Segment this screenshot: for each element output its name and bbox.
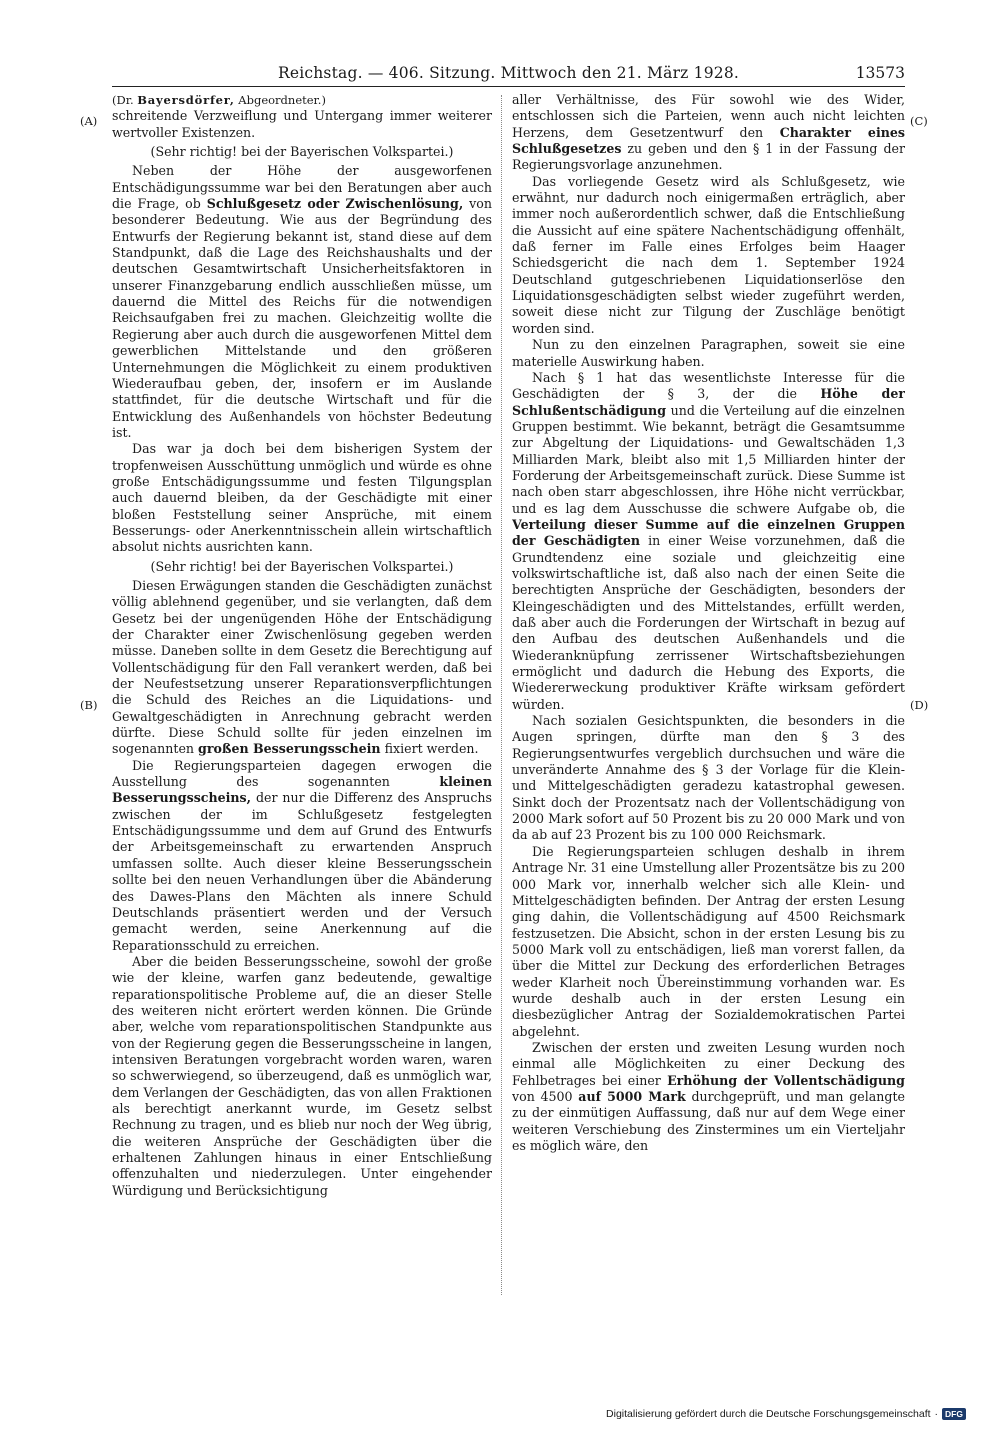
bold-phrase: Erhöhung der Vollentschädigung <box>667 1072 905 1088</box>
applause-note: (Sehr richtig! bei der Bayerischen Volkspartei.) <box>150 144 454 160</box>
paragraph: Die Regierungsparteien schlugen deshalb in ihrem Antrage Nr. 31 eine Umstellung aller Prozentsätze bis zu 200 000 Mark vor, innerhalb welcher sich alle Klein- und Mittelgeschädigten befinden. Der Antrag der ersten Lesung ging dahin, die Vollentschädigung auf 4500 Reichsmark festzusetzen. Die Absicht, schon in der ersten Lesung bis zu 5000 Mark voll zu entschädigen, ließ man vorerst fallen, da über die Mittel zur Deckung des erforderlichen Betrages weder Klarheit noch Übereinstimmung vorhanden war. Es wurde deshalb auch in der ersten Lesung ein diesbezüglicher Antrag der Sozialdemokratischen Partei abgelehnt. <box>512 843 905 1039</box>
bold-phrase: Charakter eines Schlußgesetzes <box>512 124 905 157</box>
header-title: Reichstag. — 406. Sitzung. Mittwoch den 21. März 1928. <box>277 64 740 82</box>
margin-marker-a: (A) <box>80 114 98 128</box>
applause-note: (Sehr richtig! bei der Bayerischen Volkspartei.) <box>150 558 454 574</box>
margin-marker-d: (D) <box>910 698 929 712</box>
footer <box>606 1408 966 1420</box>
paragraph: Die Regierungsparteien dagegen erwogen die Ausstellung des sogenannten kleinen Besserungsscheins, der nur die Differenz des Anspruchs zwischen der im Schlußgesetz festgelegten Entschädigungssumme und dem auf Grund des Entwurfs der Arbeitsgemeinschaft zu erwartenden Anspruch umfassen sollte. Auch dieser kleine Besserungsschein sollte bei den neuen Verhandlungen über die Abänderung des Dawes-Plans den Mächten als innere Schuld Deutschlands präsentiert werden und der Versuch gemacht werden, seine Anerkennung auf die Reparationsschuld zu erreichen. <box>112 757 492 953</box>
left-column <box>112 92 492 1302</box>
right-column <box>512 92 905 1302</box>
page-number: 13573 <box>855 64 905 82</box>
bold-phrase: großen Besserungsschein <box>198 741 381 757</box>
speaker-prefix: (Dr. <box>112 93 134 107</box>
margin-marker-c: (C) <box>910 114 928 128</box>
bold-phrase: auf 5000 Mark <box>578 1088 686 1104</box>
speaker-role: Abgeordneter.) <box>238 93 326 107</box>
paragraph: schreitende Verzweiflung und Untergang immer weiterer wertvoller Existenzen. <box>112 108 492 140</box>
paragraph: Das vorliegende Gesetz wird als Schlußgesetz, wie erwähnt, nur dadurch noch einigermaßen erträglich, aber immer noch außerordentlich schwer, daß die Entschließung die Aussicht auf eine spätere Nachentschädigung offenhält, daß ferner im Falle eines Erfolges beim Haager Schiedsgericht die nach dem 1. September 1924 Deutschland gutgeschriebenen Liquidationserlöse den Liquidationsgeschädigten selbst wieder zugeführt werden, soweit diese nicht zur Tilgung der Zuschläge benötigt worden sind. <box>512 173 905 336</box>
footer-credit: Digitalisierung gefördert durch die Deutsche Forschungsgemeinschaft <box>606 1408 931 1420</box>
paragraph: Das war ja doch bei dem bisherigen System der tropfenweisen Ausschüttung unmöglich und würde es ohne große Entschädigungssumme und festen Tilgungsplan auch dauernd bleiben, da der Geschädigte mit einer bloßen Feststellung seiner Ansprüche, mit einem Besserungs- oder Anerkenntnisschein allein wirtschaftlich absolut nichts ausrichten kann. <box>112 441 492 555</box>
speaker-line <box>112 92 492 108</box>
margin-marker-b: (B) <box>80 698 98 712</box>
dfg-logo-icon: DFG <box>942 1408 966 1420</box>
paragraph: Aber die beiden Besserungsscheine, sowohl der große wie der kleine, warfen ganz bedeutende, gewaltige reparationspolitische Probleme auf, die an dieser Stelle des weiteren nicht erörtert werden können. Die Gründe aber, welche vom reparationspolitischen Standpunkte aus von der Regierung gegen die Besserungsscheine in langen, intensiven Beratungen vorgebracht worden waren, waren so schwerwiegend, so überzeugend, daß es unmöglich war, dem Verlangen der Geschädigten, das von allen Fraktionen als berechtigt anerkannt wurde, im Gesetz selbst Rechnung zu tragen, und es blieb nur noch der Weg übrig, die weiteren Ansprüche der Geschädigten über die erhaltenen Zahlungen hinaus in einer Entschließung offenzuhalten und niederzulegen. Unter eingehender Würdigung und Berücksichtigung <box>112 953 492 1198</box>
bold-phrase: Schlußgesetz oder Zwischenlösung, <box>206 196 464 212</box>
paragraph: Zwischen der ersten und zweiten Lesung wurden noch einmal alle Möglichkeiten zu einer Deckung des Fehlbetrages bei einer Erhöhung der Vollentschädigung von 4500 auf 5000 Mark durchgeprüft, und man gelangte zu der einmütigen Auffassung, daß nur auf dem Wege einer weiteren Verschiebung des Zinstermines um ein Vierteljahr es möglich wäre, den <box>512 1039 905 1153</box>
page-header <box>112 64 905 87</box>
paragraph: Neben der Höhe der ausgeworfenen Entschädigungssumme war bei den Beratungen aber auch die Frage, ob Schlußgesetz oder Zwischenlösung, von besonderer Bedeutung. Wie aus der Begründung des Entwurfs der Regierung bekannt ist, stand diese auf dem Standpunkt, daß die Lage des Reichshaushalts und der deutschen Gesamtwirtschaft Unsicherheitsfaktoren in unserer Finanzgebarung endlich ausschließen müsse, um dauernd die Mittel des Reichs für die notwendigen Reichsaufgaben frei zu machen. Gleichzeitig wollte die Regierung aber auch durch die ausgeworfenen Mittel dem gewerblichen Mittelstande und den größeren Unternehmungen die Möglichkeit zu einem produktiven Wiederaufbau geben, der, insofern er im Auslande stattfindet, für die deutsche Wirtschaft und für die Entwicklung des Außenhandels von höchster Bedeutung ist. <box>112 163 492 440</box>
paragraph: Nach sozialen Gesichtspunkten, die besonders in die Augen springen, dürfte man den § 3 des Regierungsentwurfes vergeblich durchsuchen und wäre die unveränderte Annahme des § 3 der Vorlage für die Klein- und Mittelgeschädigten geradezu katastrophal gewesen. Sinkt doch der Prozentsatz nach der Vollentschädigung von 2000 Mark sofort auf 50 Prozent bis zu 20 000 Mark und von da ab auf 23 Prozent bis zu 100 000 Reichsmark. <box>512 713 905 843</box>
separator-dot: · <box>934 1408 939 1420</box>
paragraph: Diesen Erwägungen standen die Geschädigten zunächst völlig ablehnend gegenüber, und sie verlangten, daß dem Gesetz bei der ungenügenden Höhe der Entschädigung der Charakter einer Zwischenlösung gegeben werden müsse. Daneben sollte in dem Gesetz die Berechtigung auf Vollentschädigung für den Fall verankert werden, daß bei der Neufestsetzung unserer Reparationsverpflichtungen die Schuld des Reiches an die Liquidations- und Gewaltgeschädigten in Anrechnung gebracht werden dürfte. Diese Schuld sollte für jeden einzelnen im sogenannten großen Besserungsschein fixiert werden. <box>112 577 492 757</box>
bold-phrase: Verteilung dieser Summe auf die einzelnen Gruppen der Geschädigten <box>512 516 905 549</box>
bold-phrase: kleinen Besserungsscheins, <box>112 774 492 806</box>
bold-phrase: Höhe der Schlußentschädigung <box>512 386 905 418</box>
speaker-name: Bayersdörfer, <box>137 93 235 107</box>
paragraph: Nun zu den einzelnen Paragraphen, soweit sie eine materielle Auswirkung haben. <box>512 337 905 369</box>
paragraph: Nach § 1 hat das wesentlichste Interesse für die Geschädigten der § 3, der die Höhe der Schlußentschädigung und die Verteilung auf die einzelnen Gruppen bestimmt. Wie bekannt, beträgt die Gesamtsumme zur Abgeltung der Liquidations- und Gewaltschäden 1,3 Milliarden Mark, bleibt also mit 1,5 Milliarden hinter der Forderung der Arbeitsgemeinschaft zurück. Diese Summe ist nach oben starr abgeschlossen, ihre Höhe nicht verrückbar, und es lag dem Ausschusse die schwere Aufgabe ob, die Verteilung dieser Summe auf die einzelnen Gruppen der Geschädigten in einer Weise vorzunehmen, daß die Grundtendenz eine soziale und gleichzeitig eine volkswirtschaftliche ist, daß also nach der einen Seite die berechtigten Ansprüche der Geschädigten, besonders der Kleingeschädigten und des Mittelstandes, erfüllt werden, daß aber auch die Forderungen der Wirtschaft in bezug auf den Aufbau des deutschen Außenhandels und die Wiederanknüpfung zerrissener Wirtschaftsbeziehungen ermöglicht und dadurch die Hebung des Exports, die Wiedererweckung produktiver Kräfte wirksam gefördert würden. <box>512 369 905 712</box>
paragraph: aller Verhältnisse, des Für sowohl wie des Wider, entschlossen sich die Parteien, wenn auch nicht leichten Herzens, dem Gesetzentwurf den Charakter eines Schlußgesetzes zu geben und den § 1 in der Fassung der Regierungsvorlage anzunehmen. <box>512 92 905 173</box>
column-divider <box>501 95 502 1295</box>
